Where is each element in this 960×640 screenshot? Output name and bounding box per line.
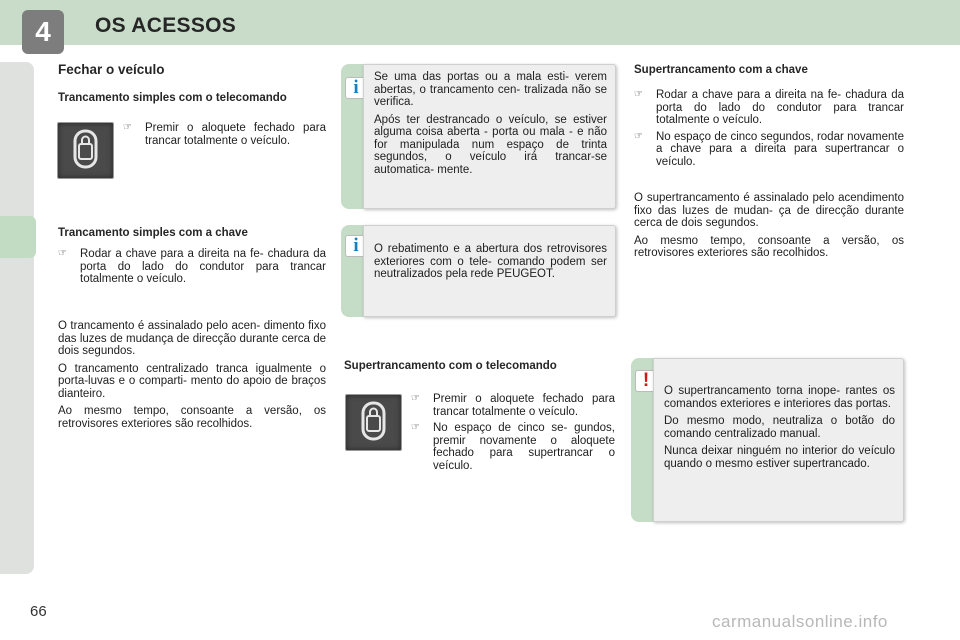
warning-paragraph-3: Nunca deixar ninguém no interior do veículo quando o mesmo estiver supertrancado. — [664, 445, 895, 470]
info-note-mirrors — [341, 225, 616, 317]
info-icon: i — [345, 235, 367, 257]
pointing-hand-icon: ☞ — [123, 122, 132, 133]
pointing-hand-icon: ☞ — [411, 393, 420, 404]
pointing-hand-icon: ☞ — [634, 130, 643, 142]
info-doors-paragraph-1: Se uma das portas ou a mala esti- verem abertas, o trancamento cen- tralizada não se verifica. — [374, 71, 607, 108]
watermark: carmanualsonline.info — [712, 612, 888, 631]
bullet-super-remote-1: ☞ Premir o aloquete fechado para trancar totalmente o veículo. — [411, 393, 615, 418]
subheading-remote-lock: Trancamento simples com o telecomando — [58, 92, 287, 104]
paragraph-mirrors-fold-2: Ao mesmo tempo, consoante a versão, os retrovisores exteriores são recolhidos. — [634, 234, 904, 259]
paragraph-central-lock: O trancamento centralizado tranca igualmente o porta-luvas e o comparti- mento do apoio de braços dianteiro. — [58, 362, 326, 400]
pointing-hand-icon: ☞ — [411, 422, 420, 433]
bullet-super-key-2: ☞ No espaço de cinco segundos, rodar novamente a chave para a direita para supertrancar o veículo. — [634, 130, 904, 168]
left-margin-strip — [0, 62, 34, 574]
bullet-remote-lock: ☞ Premir o aloquete fechado para trancar totalmente o veículo. — [123, 122, 326, 147]
paragraph-supertrancamento-signal: O supertrancamento é assinalado pelo acendimento fixo das luzes de mudan- ça de direcção durante cerca de dois segundos. — [634, 192, 904, 229]
warning-paragraph-2: Do mesmo modo, neutraliza o botão do comando centralizado manual. — [664, 415, 895, 440]
page-number: 66 — [30, 603, 47, 620]
section-heading-close-vehicle: Fechar o veículo — [58, 62, 165, 77]
warning-icon: ! — [635, 370, 657, 392]
subheading-super-key: Supertrancamento com a chave — [634, 64, 808, 76]
page-title: OS ACESSOS — [95, 14, 237, 37]
subheading-key-lock: Trancamento simples com a chave — [58, 227, 248, 239]
lock-button-icon — [345, 394, 402, 451]
paragraph-mirrors-fold: Ao mesmo tempo, consoante a versão, os retrovisores exteriores são recolhidos. — [58, 405, 326, 430]
subheading-super-remote: Supertrancamento com o telecomando — [344, 360, 557, 372]
warning-paragraph-1: O supertrancamento torna inope- rantes os comandos exteriores e interiores das portas. — [664, 385, 895, 410]
chapter-number-tab — [22, 10, 64, 54]
bullet-super-key-1: ☞ Rodar a chave para a direita na fe- chadura da porta do lado do condutor para trancar totalmente o veículo. — [634, 89, 904, 126]
paragraph-lock-signal: O trancamento é assinalado pelo acen- dimento fixo das luzes de mudança de direcção durante cerca de dois segundos. — [58, 320, 326, 357]
warning-note-supertrancamento — [631, 358, 904, 522]
chapter-number: 4 — [35, 16, 51, 47]
lock-button-icon — [57, 122, 114, 179]
pointing-hand-icon: ☞ — [58, 248, 67, 259]
info-mirrors-paragraph: O rebatimento e a abertura dos retrovisores exteriores com o tele- comando podem ser neutralizados pela rede PEUGEOT. — [374, 243, 607, 280]
pointing-hand-icon: ☞ — [634, 89, 643, 100]
bullet-key-lock: ☞ Rodar a chave para a direita na fe- chadura da porta do lado do condutor para trancar totalmente o veículo. — [58, 248, 326, 285]
info-icon: i — [345, 77, 367, 99]
bullet-super-remote-2: ☞ No espaço de cinco se- gundos, premir novamente o aloquete fechado para supertrancar o veículo. — [411, 422, 615, 472]
left-margin-tab — [0, 216, 36, 258]
info-doors-paragraph-2: Após ter destrancado o veículo, se estiver alguma coisa aberta - porta ou mala - e não for manipulada num espaço de trinta segundos, o veículo irá trancar-se automatica- mente. — [374, 113, 607, 176]
info-note-doors — [341, 64, 616, 209]
